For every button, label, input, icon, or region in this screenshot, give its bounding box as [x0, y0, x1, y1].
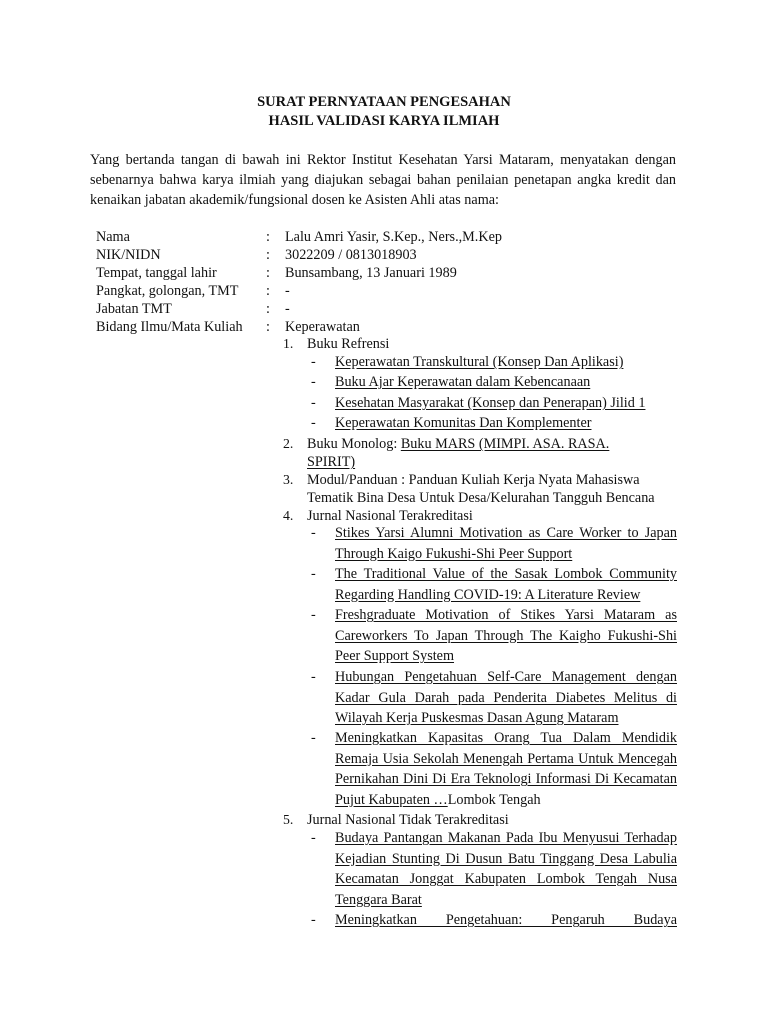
monolog-book-link[interactable]: Buku MARS (MIMPI. ASA. RASA. SPIRIT) — [307, 436, 610, 470]
journal-article-tail: Lombok Tengah — [447, 791, 541, 808]
identity-label: NIK/NIDN — [96, 247, 161, 263]
dash-bullet: - — [311, 566, 316, 582]
journal-article-link[interactable]: Meningkatkan Pengetahuan: Pengaruh Budaya — [335, 912, 677, 928]
list-item-jurnal-tidak-terakreditasi: Jurnal Nasional Tidak Terakreditasi — [307, 812, 509, 828]
list-item-buku-monolog — [307, 435, 637, 471]
dash-bullet: - — [311, 525, 316, 541]
identity-label: Tempat, tanggal lahir — [96, 265, 217, 281]
reference-book-link[interactable]: Kesehatan Masyarakat (Konsep dan Penerapan) Jilid 1 — [335, 395, 646, 411]
identity-colon: : — [266, 229, 270, 245]
reference-book-link[interactable]: Keperawatan Komunitas Dan Komplementer — [335, 415, 592, 431]
dash-bullet: - — [311, 374, 316, 390]
dash-bullet: - — [311, 354, 316, 370]
identity-colon: : — [266, 265, 270, 281]
identity-value: Lalu Amri Yasir, S.Kep., Ners.,M.Kep — [285, 229, 502, 245]
dash-bullet: - — [311, 830, 316, 846]
identity-label: Pangkat, golongan, TMT — [96, 283, 239, 299]
identity-label: Nama — [96, 229, 130, 245]
identity-value: 3022209 / 0813018903 — [285, 247, 417, 263]
reference-book-link[interactable]: Keperawatan Transkultural (Konsep Dan Aplikasi) — [335, 354, 624, 370]
journal-article-link[interactable]: Freshgraduate Motivation of Stikes Yarsi Mataram as Careworkers To Japan Through The Kaigho Fukushi-Shi Peer Support System — [335, 607, 677, 664]
journal-article-link[interactable]: Stikes Yarsi Alumni Motivation as Care Worker to Japan Through Kaigo Fukushi-Shi Peer Support — [335, 525, 677, 562]
identity-colon: : — [266, 247, 270, 263]
list-number: 2. — [283, 436, 294, 451]
reference-book-link[interactable]: Buku Ajar Keperawatan dalam Kebencanaan — [335, 374, 591, 390]
dash-bullet: - — [311, 669, 316, 685]
identity-value: Keperawatan — [285, 319, 360, 335]
dash-bullet: - — [311, 730, 316, 746]
identity-colon: : — [266, 301, 270, 317]
list-item-jurnal-terakreditasi: Jurnal Nasional Terakreditasi — [307, 508, 473, 524]
list-number: 3. — [283, 472, 294, 487]
list-item-modul-panduan: Modul/Panduan : Panduan Kuliah Kerja Nyata Mahasiswa Tematik Bina Desa Untuk Desa/Kelurahan Tangguh Bencana — [307, 472, 655, 506]
identity-value: - — [285, 283, 290, 299]
identity-colon: : — [266, 283, 270, 299]
identity-colon: : — [266, 319, 270, 335]
intro-paragraph: Yang bertanda tangan di bawah ini Rektor Institut Kesehatan Yarsi Mataram, menyatakan dengan sebenarnya bahwa karya ilmiah yang diajukan sebagai bahan penilaian penetapan angka kredit dan kenaikan jabatan akademik/fungsional dosen ke Asisten Ahli atas nama: — [90, 152, 676, 208]
list-item-buku-refrensi: Buku Refrensi — [307, 336, 390, 352]
list-number: 1. — [283, 336, 294, 351]
dash-bullet: - — [311, 395, 316, 411]
dash-bullet: - — [311, 607, 316, 623]
journal-article-link[interactable]: The Traditional Value of the Sasak Lombok Community Regarding Handling COVID-19: A Literature Review — [335, 566, 677, 603]
document-title-line2: HASIL VALIDASI KARYA ILMIAH — [268, 113, 500, 129]
list-number: 4. — [283, 508, 294, 523]
journal-article-link[interactable]: Meningkatkan Kapasitas Orang Tua Dalam Mendidik Remaja Usia Sekolah Menengah Pertama Untuk Mencegah Pernikahan Dini Di Era Teknologi Informasi Di Kecamatan Pujut Kabupaten … — [335, 730, 677, 808]
monolog-prefix: Buku Monolog: — [307, 436, 401, 452]
identity-label: Jabatan TMT — [96, 301, 172, 317]
dash-bullet: - — [311, 912, 316, 928]
journal-article-item — [335, 728, 677, 810]
identity-value: - — [285, 301, 290, 317]
journal-article-link[interactable]: Budaya Pantangan Makanan Pada Ibu Menyusui Terhadap Kejadian Stunting Di Dusun Batu Tinggang Desa Labulia Kecamatan Jonggat Kabupaten Lombok Tengah Nusa Tenggara Barat — [335, 830, 677, 908]
list-number: 5. — [283, 812, 294, 827]
identity-value: Bunsambang, 13 Januari 1989 — [285, 265, 457, 281]
dash-bullet: - — [311, 415, 316, 431]
document-title-line1: SURAT PERNYATAAN PENGESAHAN — [257, 94, 511, 110]
identity-label: Bidang Ilmu/Mata Kuliah — [96, 319, 243, 335]
journal-article-link[interactable]: Hubungan Pengetahuan Self-Care Management dengan Kadar Gula Darah pada Penderita Diabetes Melitus di Wilayah Kerja Puskesmas Dasan Agung Mataram — [335, 669, 677, 726]
